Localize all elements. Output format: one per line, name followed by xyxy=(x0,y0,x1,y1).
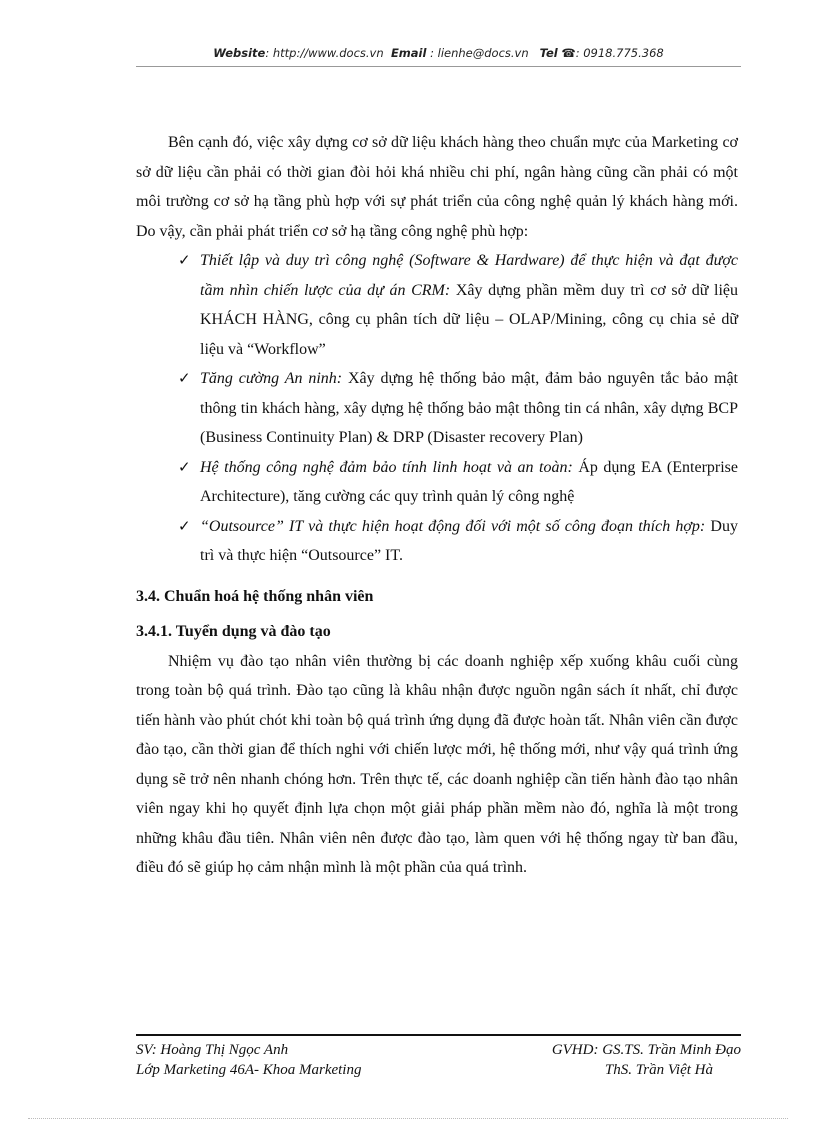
website-label: Website xyxy=(213,46,266,60)
page-header xyxy=(136,46,741,60)
co-supervisor-name: ThS. Trần Việt Hà xyxy=(604,1062,713,1078)
subsection-heading: 3.4.1. Tuyển dụng và đào tạo xyxy=(136,622,331,640)
checkmark-icon: ✓ xyxy=(178,457,191,476)
checkmark-icon: ✓ xyxy=(178,516,191,535)
page-footer xyxy=(136,1040,741,1080)
bullet-text: Áp dụng EA (Enterprise Architecture), tăng cường các quy trình quản lý công nghệ xyxy=(200,458,738,505)
bullet-lead: Hệ thống công nghệ đảm bảo tính linh hoạt và an toàn: xyxy=(200,458,573,476)
email-value: : lienhe@docs.vn xyxy=(426,46,529,60)
header-divider xyxy=(136,66,741,67)
list-item xyxy=(136,512,738,571)
telephone-icon: ☎ xyxy=(561,46,576,60)
email-label: Email xyxy=(390,46,427,60)
tel-value: : 0918.775.368 xyxy=(575,46,664,60)
bullet-list xyxy=(136,246,738,571)
list-item xyxy=(136,246,738,364)
bullet-lead: “Outsource” IT và thực hiện hoạt động đối với một số công đoạn thích hợp: xyxy=(200,517,706,535)
student-name: SV: Hoàng Thị Ngọc Anh xyxy=(136,1042,289,1058)
checkmark-icon: ✓ xyxy=(178,369,191,387)
page-body xyxy=(136,128,738,883)
footer-divider xyxy=(136,1034,741,1036)
bullet-lead: Tăng cường An ninh: xyxy=(200,370,343,387)
list-item xyxy=(136,364,738,453)
class-name: Lớp Marketing 46A- Khoa Marketing xyxy=(136,1062,362,1078)
list-item xyxy=(136,453,738,512)
tel-label: Tel xyxy=(539,46,558,60)
bullet-text: Duy trì và thực hiện “Outsource” IT. xyxy=(200,517,738,564)
bullet-text: Xây dựng hệ thống bảo mật, đảm bảo nguyên tắc bảo mật thông tin khách hàng, xây dựng hệ thống bảo mật thông tin cá nhân, xây dựng BCP (Business Continuity Plan) & DRP (Disaster recovery Plan) xyxy=(200,370,738,446)
supervisor-name: GVHD: GS.TS. Trần Minh Đạo xyxy=(551,1042,741,1058)
bullet-text: Xây dựng phần mềm duy trì cơ sở dữ liệu KHÁCH HÀNG, công cụ phân tích dữ liệu – OLAP/Mining, công cụ chia sẻ dữ liệu và “Workflow” xyxy=(200,281,738,358)
intro-paragraph: Bên cạnh đó, việc xây dựng cơ sở dữ liệu khách hàng theo chuẩn mực của Marketing cơ sở dữ liệu cần phải có thời gian đòi hỏi khá nhiều chi phí, ngân hàng cũng cần phải có một môi trường cơ sở hạ tầng phù hợp với sự phát triển của công nghệ quản lý khách hàng mới. Do vậy, cần phải phát triển cơ sở hạ tầng công nghệ phù hợp: xyxy=(136,134,738,240)
body-paragraph: Nhiệm vụ đào tạo nhân viên thường bị các doanh nghiệp xếp xuống khâu cuối cùng trong toàn bộ quá trình. Đào tạo cũng là khâu nhận được nguồn ngân sách ít nhất, chỉ được tiến hành vào phút chót khi toàn bộ quá trình ứng dụng đã được hoàn tất. Nhân viên cần được đào tạo, cần thời gian để thích nghi với chiến lược mới, hệ thống mới, như vậy quá trình ứng dụng sẽ trở nên nhanh chóng hơn. Trên thực tế, các doanh nghiệp cần tiến hành đào tạo nhân viên ngay khi họ quyết định lựa chọn một giải pháp phần mềm nào đó, nghĩa là một trong những khâu đầu tiên. Nhân viên nên được đào tạo, làm quen với hệ thống ngay từ ban đầu, điều đó sẽ giúp họ cảm nhận mình là một phần của quá trình. xyxy=(136,652,738,876)
page-bottom-divider xyxy=(28,1118,788,1119)
website-value: : http://www.docs.vn xyxy=(265,46,384,60)
section-heading: 3.4. Chuẩn hoá hệ thống nhân viên xyxy=(136,587,374,605)
bullet-lead: Thiết lập và duy trì công nghệ (Software & Hardware) để thực hiện và đạt được tầm nhìn chiến lược của dự án CRM: xyxy=(200,252,738,299)
checkmark-icon: ✓ xyxy=(178,251,191,269)
